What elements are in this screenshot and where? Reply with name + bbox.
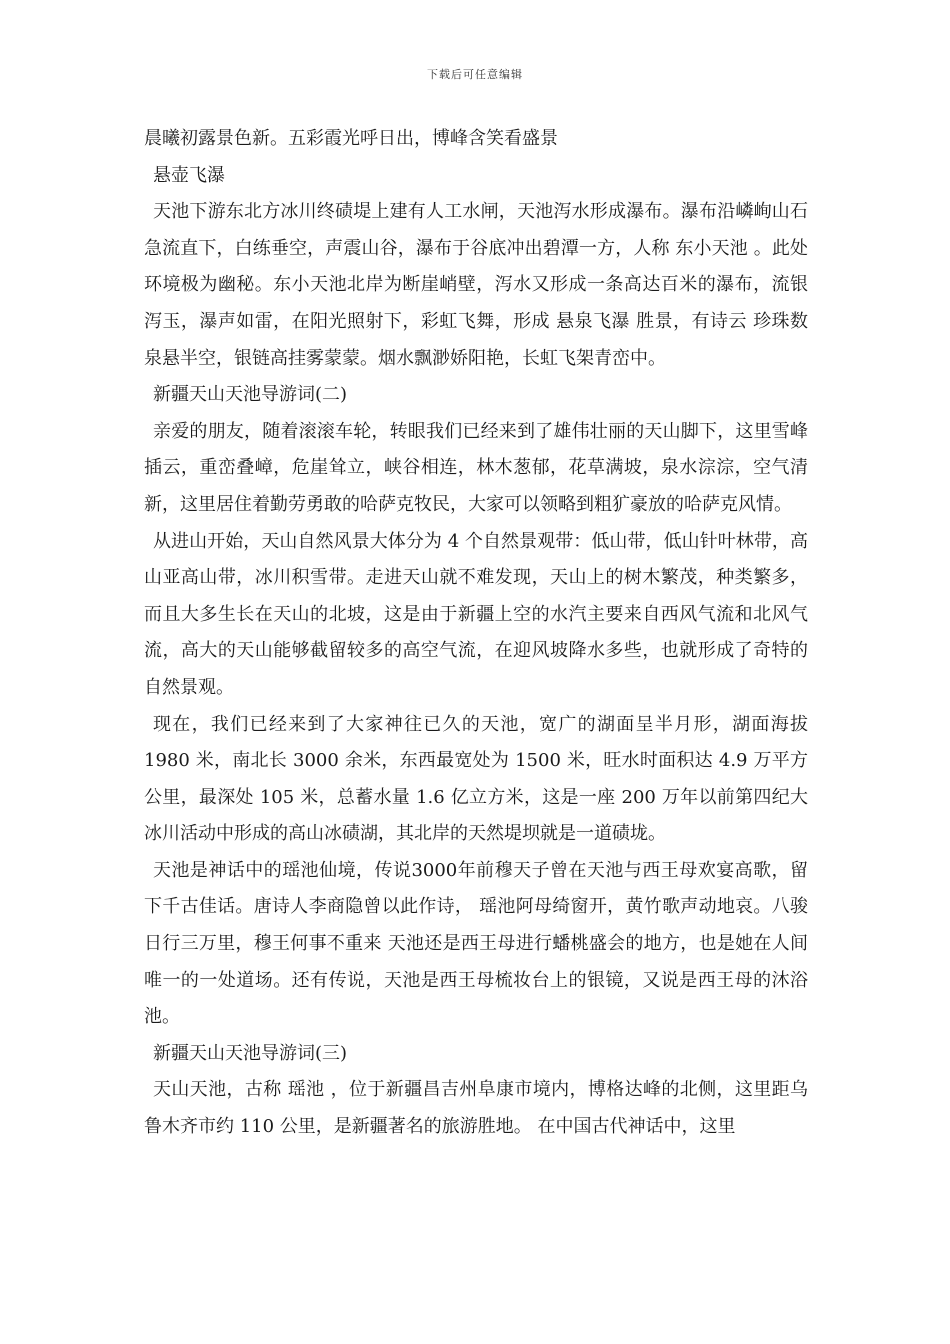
paragraph-landscape-zones: 从进山开始，天山自然风景大体分为 4 个自然景观带：低山带，低山针叶林带，高山亚高山带，冰川积雪带。走进天山就不难发现，天山上的树木繁茂，种类繁多，而且大多生长在天山的北坡，这是由于新疆上空的水汽主要来自西风气流和北风气流，高大的天山能够截留较多的高空气流，在迎风坡降水多些，也就形成了奇特的自然景观。 xyxy=(144,530,808,698)
document-body xyxy=(144,121,808,1146)
paragraph-welcome: 亲爱的朋友，随着滚滚车轮，转眼我们已经来到了雄伟壮丽的天山脚下，这里雪峰插云，重峦叠嶂，危崖耸立，峡谷相连，林木葱郁，花草满坡，泉水淙淙，空气清新，这里居住着勤劳勇敢的哈萨克牧民，大家可以领略到粗犷豪放的哈萨克风情。 xyxy=(144,420,808,515)
paragraph-lake-facts: 现在，我们已经来到了大家神往已久的天池，宽广的湖面呈半月形，湖面海拔1980 米，南北长 3000 余米，东西最宽处为 1500 米，旺水时面积达 4.9 万平方公里，最深处 105 米，总蓄水量 1.6 亿立方米，这是一座 200 万年以前第四纪大冰川活动中形成的高山冰碛湖，其北岸的天然堤坝就是一道碛垅。 xyxy=(144,713,808,845)
paragraph-waterfall: 天池下游东北方冰川终碛堤上建有人工水闸，天池泻水形成瀑布。瀑布沿嶙峋山石急流直下，白练垂空，声震山谷，瀑布于谷底冲出碧潭一方，人称 东小天池 。此处环境极为幽秘。东小天池北岸为断崖峭壁，泻水又形成一条高达百米的瀑布，流银泻玉，瀑声如雷，在阳光照射下，彩虹飞舞，形成 悬泉飞瀑 胜景，有诗云 珍珠数泉悬半空，银链高挂雾蒙蒙。烟水飘渺娇阳艳，长虹飞架青峦中。 xyxy=(144,201,808,369)
section-title-waterfall: 悬壶飞瀑 xyxy=(153,164,225,186)
paragraph-legend: 天池是神话中的瑶池仙境，传说3000年前穆天子曾在天池与西王母欢宴高歌，留下千古佳话。唐诗人李商隐曾以此作诗， 瑶池阿母绮窗开，黄竹歌声动地哀。八骏日行三万里，穆王何事不重来 天池还是西王母进行蟠桃盛会的地方，也是她在人间唯一的一处道场。还有传说，天池是西王母梳妆台上的银镜，又说是西王母的沐浴池。 xyxy=(144,859,808,1028)
paragraph-introduction: 天山天池，古称 瑶池 ，位于新疆昌吉州阜康市境内，博格达峰的北侧，这里距乌鲁木齐市约 110 公里，是新疆著名的旅游胜地。 在中国古代神话中，这里 xyxy=(144,1079,808,1138)
paragraph-sunrise-line: 晨曦初露景色新。五彩霞光呼日出，博峰含笑看盛景 xyxy=(144,128,558,149)
section-title-guide-2: 新疆天山天池导游词(二) xyxy=(153,384,348,406)
page-header-note: 下载后可任意编辑 xyxy=(427,68,523,81)
section-title-guide-3: 新疆天山天池导游词(三) xyxy=(153,1042,348,1064)
